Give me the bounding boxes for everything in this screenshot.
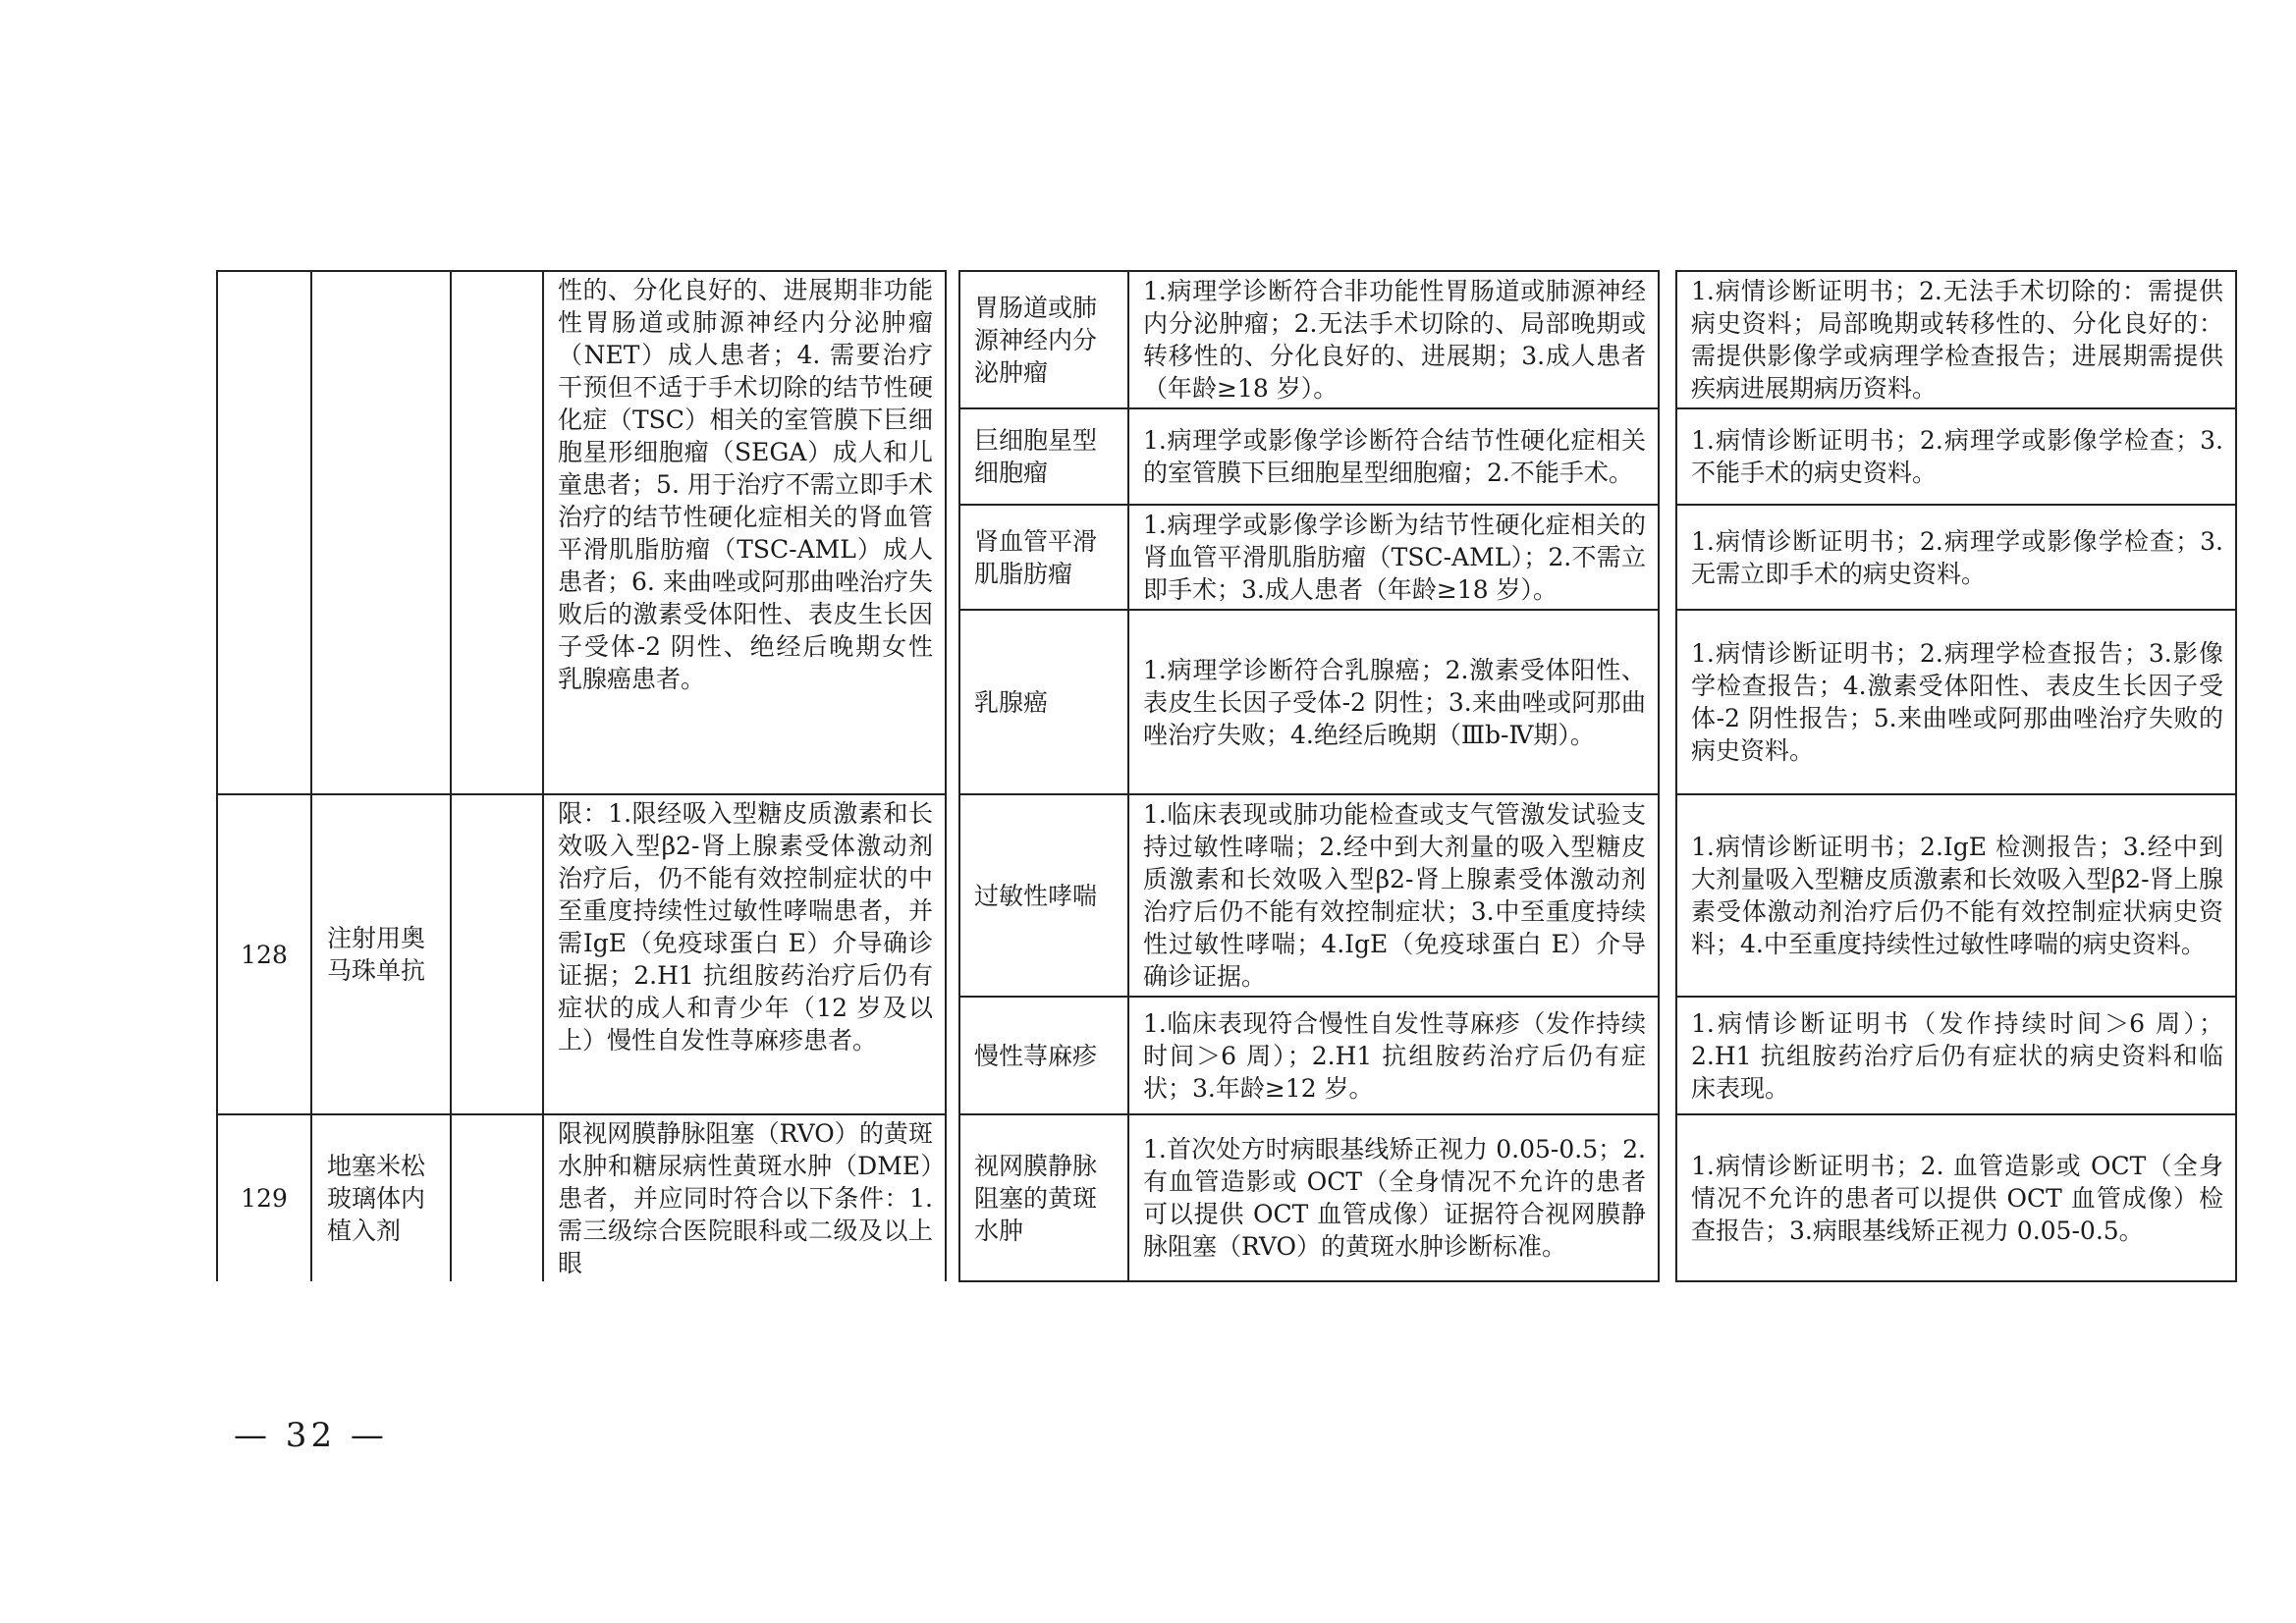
required-documents: 1.病情诊断证明书；2.IgE 检测报告；3.经中到大剂量吸入型糖皮质激素和长效吸入型β2-肾上腺素受体激动剂治疗后仍不能有效控制症状病史资料；4.中至重度持续性过敏性哮喘的病史资料。: [1676, 794, 2236, 997]
diagnosis-standard: 1.病理学或影像学诊断符合结节性硬化症相关的室管膜下巨细胞星型细胞瘤；2.不能手术。: [1128, 408, 1659, 505]
required-documents: 1.病情诊断证明书；2.病理学检查报告；3.影像学检查报告；4.激素受体阳性、表皮生长因子受体-2 阴性报告；5.来曲唑或阿那曲唑治疗失败的病史资料。: [1676, 610, 2236, 794]
disease-name: 乳腺癌: [959, 610, 1128, 794]
payment-limit: 限：1.限经吸入型糖皮质激素和长效吸入型β2-肾上腺素受体激动剂治疗后，仍不能有效控制症状的中至重度持续性过敏性哮喘患者，并需IgE（免疫球蛋白 E）介导确诊证据；2.H1 抗组胺药治疗后仍有症状的成人和青少年（12 岁及以上）慢性自发性荨麻疹患者。: [543, 794, 946, 1114]
drug-name: 注射用奥马珠单抗: [311, 794, 451, 1114]
disease-name: 慢性荨麻疹: [959, 997, 1128, 1114]
diagnosis-standard: 1.临床表现或肺功能检查或支气管激发试验支持过敏性哮喘；2.经中到大剂量的吸入型糖皮质激素和长效吸入型β2-肾上腺素受体激动剂治疗后仍不能有效控制症状；3.中至重度持续性过敏性哮喘；4.IgE（免疫球蛋白 E）介导确诊证据。: [1128, 794, 1659, 997]
required-documents: 1.病情诊断证明书；2. 血管造影或 OCT（全身情况不允许的患者可以提供 OCT 血管成像）检查报告；3.病眼基线矫正视力 0.05-0.5。: [1676, 1114, 2236, 1281]
disease-name: 肾血管平滑肌脂肪瘤: [959, 505, 1128, 610]
row-index: 129: [217, 1114, 311, 1281]
page-number: — 32 —: [234, 1416, 388, 1455]
disease-name: 巨细胞星型细胞瘤: [959, 408, 1128, 505]
table-row: [217, 1114, 2236, 1281]
payment-limit: 性的、分化良好的、进展期非功能性胃肠道或肺源神经内分泌肿瘤（NET）成人患者；4. 需要治疗干预但不适于手术切除的结节性硬化症（TSC）相关的室管膜下巨细胞星形细胞瘤（SEGA）成人和儿童患者；5. 用于治疗不需立即手术治疗的结节性硬化症相关的肾血管平滑肌脂肪瘤（TSC-AML）成人患者；6. 来曲唑或阿那曲唑治疗失败后的激素受体阳性、表皮生长因子受体-2 阴性、绝经后晚期女性乳腺癌患者。: [543, 271, 946, 794]
diagnosis-standard: 1.病理学诊断符合非功能性胃肠道或肺源神经内分泌肿瘤；2.无法手术切除的、局部晚期或转移性的、分化良好的、进展期；3.成人患者（年龄≥18 岁）。: [1128, 271, 1659, 408]
diagnosis-standard: 1.临床表现符合慢性自发性荨麻疹（发作持续时间＞6 周）；2.H1 抗组胺药治疗后仍有症状；3.年龄≥12 岁。: [1128, 997, 1659, 1114]
blank-cell: [451, 794, 543, 1114]
required-documents: 1.病情诊断证明书（发作持续时间＞6 周）；2.H1 抗组胺药治疗后仍有症状的病史资料和临床表现。: [1676, 997, 2236, 1114]
table-row: [217, 271, 2236, 408]
diagnosis-standard: 1.首次处方时病眼基线矫正视力 0.05-0.5；2.有血管造影或 OCT（全身情况不允许的患者可以提供 OCT 血管成像）证据符合视网膜静脉阻塞（RVO）的黄斑水肿诊断标准。: [1128, 1114, 1659, 1281]
disease-name: 视网膜静脉阻塞的黄斑水肿: [959, 1114, 1128, 1281]
disease-name: 胃肠道或肺源神经内分泌肿瘤: [959, 271, 1128, 408]
disease-name: 过敏性哮喘: [959, 794, 1128, 997]
required-documents: 1.病情诊断证明书；2.病理学或影像学检查；3.不能手术的病史资料。: [1676, 408, 2236, 505]
drug-table: [216, 270, 2237, 1282]
drug-name: 地塞米松玻璃体内植入剂: [311, 1114, 451, 1281]
row-index: 128: [217, 794, 311, 1114]
drug-name: [311, 271, 451, 794]
required-documents: 1.病情诊断证明书；2.病理学或影像学检查；3.无需立即手术的病史资料。: [1676, 505, 2236, 610]
table-row: [217, 794, 2236, 997]
required-documents: 1.病情诊断证明书；2.无法手术切除的：需提供病史资料；局部晚期或转移性的、分化良好的：需提供影像学或病理学检查报告；进展期需提供疾病进展期病历资料。: [1676, 271, 2236, 408]
payment-limit: 限视网膜静脉阻塞（RVO）的黄斑水肿和糖尿病性黄斑水肿（DME）患者，并应同时符合以下条件：1.需三级综合医院眼科或二级及以上眼: [543, 1114, 946, 1281]
diagnosis-standard: 1.病理学或影像学诊断为结节性硬化症相关的肾血管平滑肌脂肪瘤（TSC-AML）；2.不需立即手术；3.成人患者（年龄≥18 岁）。: [1128, 505, 1659, 610]
row-index: [217, 271, 311, 794]
diagnosis-standard: 1.病理学诊断符合乳腺癌；2.激素受体阳性、表皮生长因子受体-2 阴性；3.来曲唑或阿那曲唑治疗失败；4.绝经后晚期（Ⅲb-Ⅳ期）。: [1128, 610, 1659, 794]
blank-cell: [451, 1114, 543, 1281]
blank-cell: [451, 271, 543, 794]
